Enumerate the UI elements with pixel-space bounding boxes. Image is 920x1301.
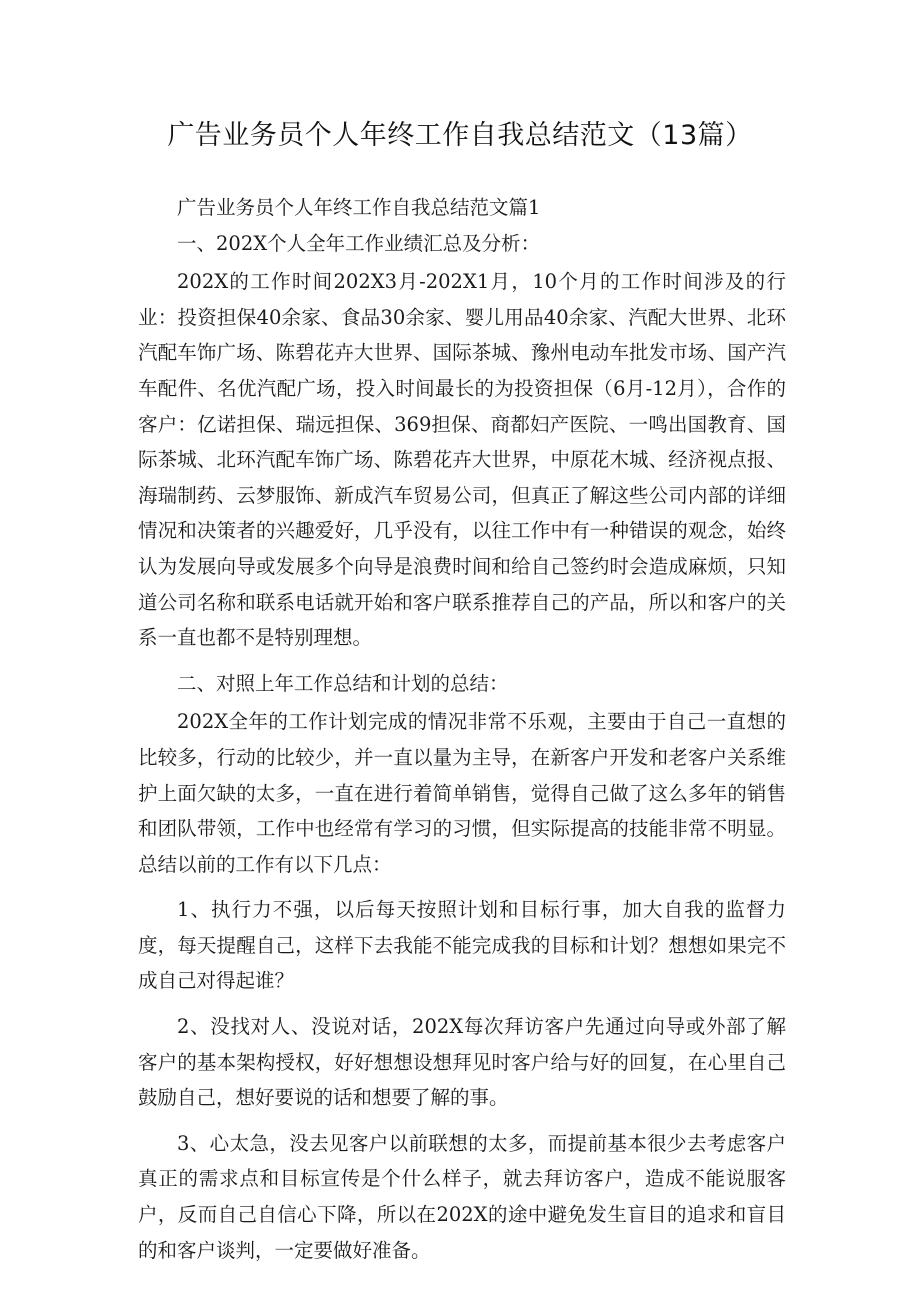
section-heading-1: 一、202X个人全年工作业绩汇总及分析： — [177, 231, 541, 255]
document-title: 广告业务员个人年终工作自我总结范文（13篇） — [167, 120, 753, 151]
document-body — [138, 190, 786, 1268]
section-heading-chapter: 广告业务员个人年终工作自我总结范文篇1 — [177, 196, 541, 219]
paragraph-point-2: 2、没找对人、没说对话，202X每次拜访客户先通过向导或外部了解客户的基本架构授权，好好想想设想拜见时客户给与好的回复，在心里自己鼓励自己，想好要说的话和想要了解的事。 — [138, 1015, 786, 1110]
paragraph-point-1: 1、执行力不强，以后每天按照计划和目标行事，加大自我的监督力度，每天提醒自己，这样下去我能不能完成我的目标和计划？想想如果完不成自己对得起谁？ — [138, 898, 786, 993]
paragraph-performance-summary: 202X的工作时间202X3月-202X1月，10个月的工作时间涉及的行业：投资担保40余家、食品30余家、婴儿用品40余家、汽配大世界、北环汽配车饰广场、陈碧花卉大世界、国际茶城、豫州电动车批发市场、国产汽车配件、名优汽配广场，投入时间最长的为投资担保（6月-12月），合作的客户：亿诺担保、瑞远担保、369担保、商都妇产医院、一鸣出国教育、国际茶城、北环汽配车饰广场、陈碧花卉大世界，中原花木城、经济视点报、海瑞制药、云梦服饰、新成汽车贸易公司，但真正了解这些公司内部的详细情况和决策者的兴趣爱好，几乎没有，以往工作中有一种错误的观念，始终认为发展向导或发展多个向导是浪费时间和给自己签约时会造成麻烦，只知道公司名称和联系电话就开始和客户联系推荐自己的产品，所以和客户的关系一直也都不是特别理想。 — [138, 270, 786, 650]
paragraph-point-3: 3、心太急，没去见客户以前联想的太多，而提前基本很少去考虑客户真正的需求点和目标宣传是个什么样子，就去拜访客户，造成不能说服客户，反而自己自信心下降，所以在202X的途中避免发生盲目的追求和盲目的和客户谈判，一定要做好准备。 — [138, 1131, 786, 1262]
section-heading-2: 二、对照上年工作总结和计划的总结： — [177, 671, 509, 695]
paragraph-plan-review: 202X全年的工作计划完成的情况非常不乐观，主要由于自己一直想的比较多，行动的比较少，并一直以量为主导，在新客户开发和老客户关系维护上面欠缺的太多，一直在进行着简单销售，觉得自己做了这么多年的销售和团队带领，工作中也经常有学习的习惯，但实际提高的技能非常不明显。总结以前的工作有以下几点： — [138, 710, 786, 876]
